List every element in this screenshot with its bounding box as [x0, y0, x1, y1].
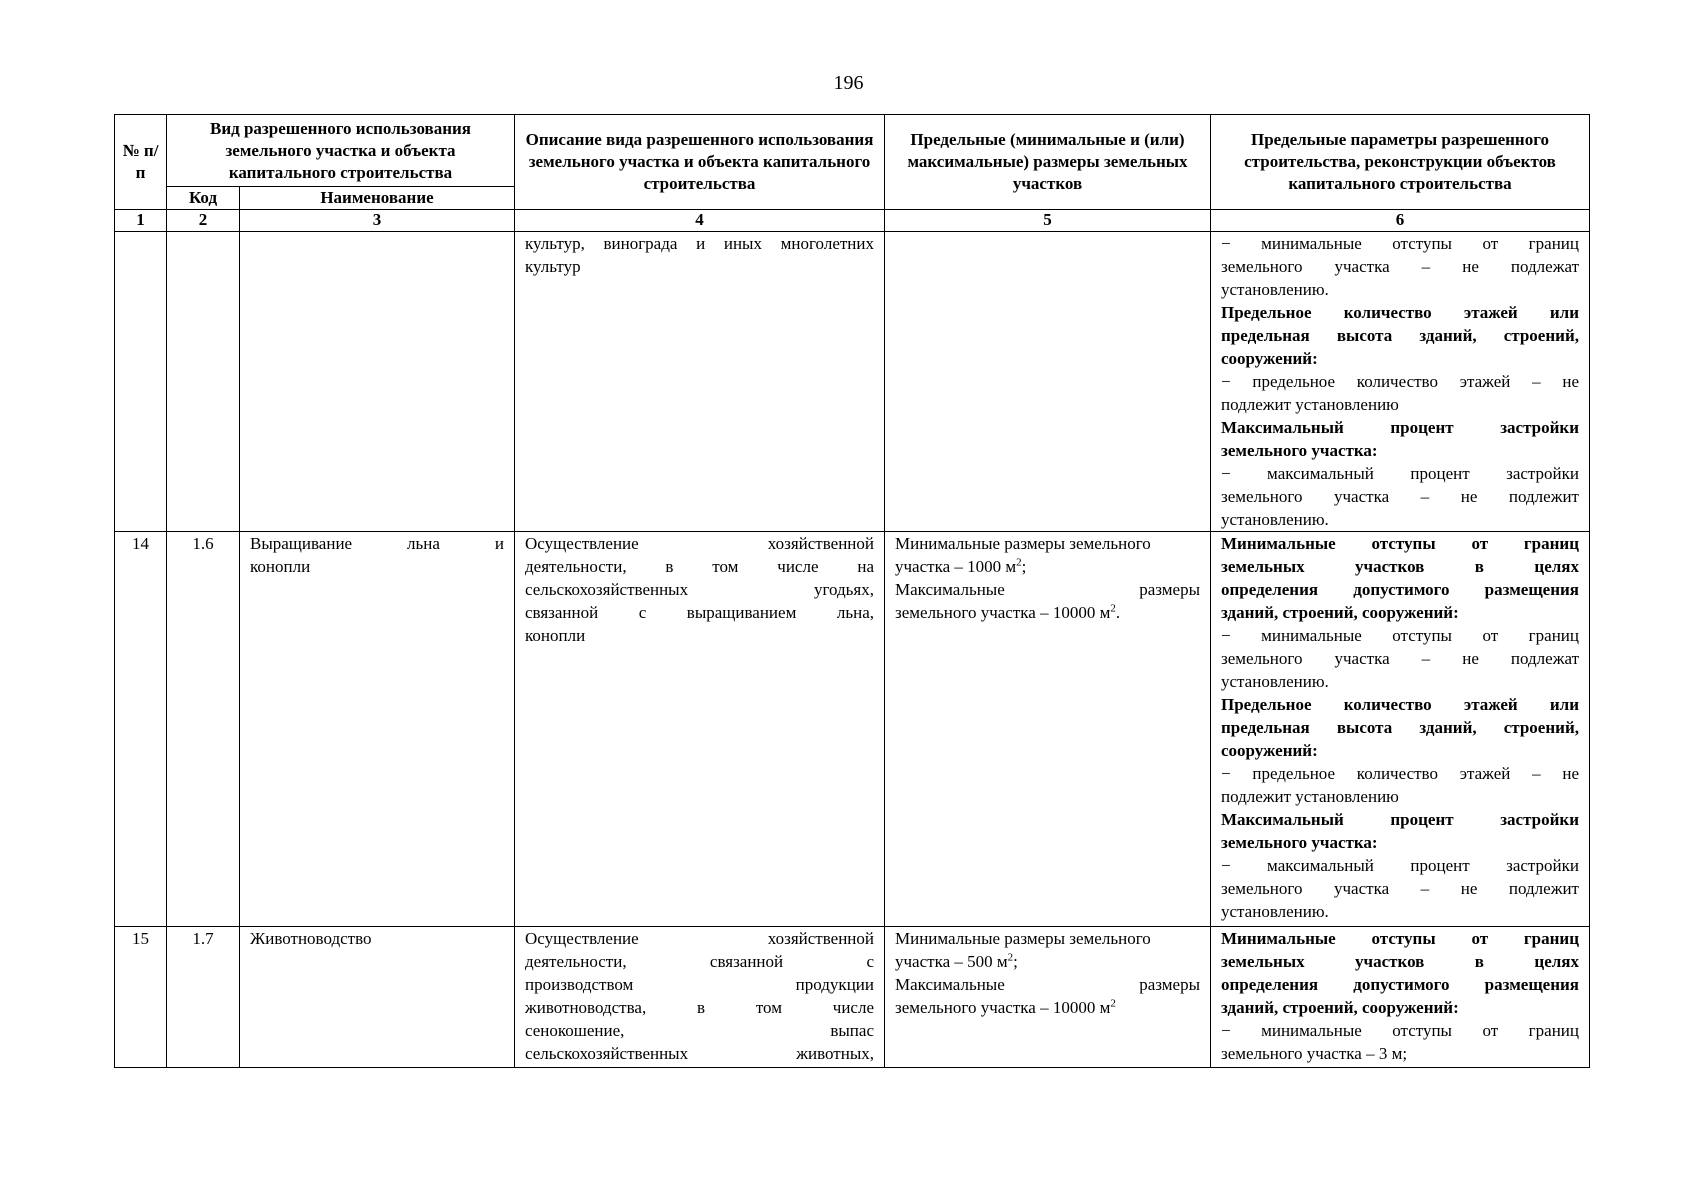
text-line [895, 601, 1200, 624]
row-parameters [1211, 927, 1590, 1068]
text-line: сенокошение, выпас [525, 1021, 874, 1040]
text-line: зданий, строений, сооружений: [1221, 998, 1459, 1017]
row-name [240, 532, 515, 927]
text-line: Минимальные размеры земельного [895, 929, 1151, 948]
row-plot-size [885, 232, 1211, 532]
text-line: установлению. [1221, 672, 1329, 691]
text-line: установлению. [1221, 902, 1329, 921]
text-line: производством продукции [525, 975, 874, 994]
text-fragment: участка – 500 м [895, 952, 1008, 971]
row-description [515, 232, 885, 532]
page-number: 196 [833, 72, 864, 94]
text-line: земельного участка – 3 м; [1221, 1044, 1408, 1063]
column-number: 6 [1211, 210, 1590, 232]
row-plot-size [885, 532, 1211, 927]
text-fragment: земельного участка – 10000 м [895, 998, 1111, 1017]
table-row [115, 532, 1590, 927]
text-line: Максимальный процент застройки [1221, 810, 1579, 829]
row-name: Животноводство [240, 927, 515, 1068]
text-line: Осуществление хозяйственной [525, 534, 874, 553]
text-line: конопли [250, 557, 311, 576]
row-code: 1.6 [167, 532, 240, 927]
text-line: Максимальный процент застройки [1221, 418, 1579, 437]
land-use-table [114, 114, 1590, 1068]
text-line [895, 555, 1200, 578]
text-line: культур, винограда и иных многолетних [525, 234, 874, 253]
text-line: подлежит установлению [1221, 395, 1399, 414]
text-line: Выращивание льна и [250, 534, 504, 553]
text-line: земельного участка – не подлежит [1221, 487, 1579, 506]
text-line: Минимальные отступы от границ [1221, 534, 1579, 553]
superscript: 2 [1110, 602, 1116, 615]
column-number: 4 [515, 210, 885, 232]
text-line: земельного участка – не подлежат [1221, 257, 1579, 276]
text-line: Минимальные отступы от границ [1221, 929, 1579, 948]
text-line: связанной с выращиванием льна, [525, 603, 874, 622]
text-line: земельного участка: [1221, 441, 1378, 460]
row-number [115, 232, 167, 532]
text-line: − предельное количество этажей – не [1221, 372, 1579, 391]
header-description: Описание вида разрешенного использования земельного участка и объекта капитального строительства [515, 115, 885, 210]
text-fragment: земельного участка – 10000 м [895, 603, 1111, 622]
text-line: животноводства, в том числе [525, 998, 874, 1017]
text-fragment: . [1115, 603, 1121, 622]
row-parameters [1211, 232, 1590, 532]
text-line: земельного участка – не подлежит [1221, 879, 1579, 898]
text-line: − минимальные отступы от границ [1221, 1021, 1579, 1040]
text-line: Предельное количество этажей или [1221, 303, 1579, 322]
text-line: Осуществление хозяйственной [525, 929, 874, 948]
text-line: предельная высота зданий, строений, [1221, 326, 1579, 345]
text-line: определения допустимого размещения [1221, 975, 1579, 994]
column-number-row [115, 210, 1590, 232]
text-line: определения допустимого размещения [1221, 580, 1579, 599]
text-fragment: участка – 1000 м [895, 557, 1017, 576]
text-line [895, 950, 1200, 973]
text-line: подлежит установлению [1221, 787, 1399, 806]
text-line: − минимальные отступы от границ [1221, 234, 1579, 253]
text-line: − максимальный процент застройки [1221, 464, 1579, 483]
text-line: сельскохозяйственных угодьях, [525, 580, 874, 599]
row-name [240, 232, 515, 532]
column-number: 3 [240, 210, 515, 232]
text-line: Максимальные размеры [895, 975, 1200, 994]
row-description [515, 532, 885, 927]
text-line: − минимальные отступы от границ [1221, 626, 1579, 645]
row-number: 15 [115, 927, 167, 1068]
text-line: земельного участка: [1221, 833, 1378, 852]
table-row [115, 232, 1590, 532]
header-name: Наименование [240, 187, 515, 210]
text-line: установлению. [1221, 280, 1329, 299]
text-line: деятельности, связанной с [525, 952, 874, 971]
text-line: сельскохозяйственных животных, [525, 1044, 874, 1063]
header-number: № п/п [115, 115, 167, 210]
row-number: 14 [115, 532, 167, 927]
text-line: Минимальные размеры земельного [895, 534, 1151, 553]
text-line: зданий, строений, сооружений: [1221, 603, 1459, 622]
text-fragment: ; [1021, 557, 1027, 576]
text-line: − предельное количество этажей – не [1221, 764, 1579, 783]
text-line: деятельности, в том числе на [525, 557, 874, 576]
text-line [895, 996, 1200, 1019]
row-plot-size [885, 927, 1211, 1068]
header-use-type-group: Вид разрешенного использования земельного участка и объекта капитального строительства [167, 115, 515, 187]
text-line: Предельное количество этажей или [1221, 695, 1579, 714]
header-code: Код [167, 187, 240, 210]
superscript: 2 [1110, 997, 1116, 1010]
text-line: Максимальные размеры [895, 580, 1200, 599]
text-line: установлению. [1221, 510, 1329, 529]
column-number: 1 [115, 210, 167, 232]
row-parameters [1211, 532, 1590, 927]
superscript: 2 [1007, 951, 1014, 964]
row-code: 1.7 [167, 927, 240, 1068]
header-parameters: Предельные параметры разрешенного строительства, реконструкции объектов капитального строительства [1211, 115, 1590, 210]
superscript: 2 [1016, 556, 1022, 569]
row-description [515, 927, 885, 1068]
text-line: земельного участка – не подлежат [1221, 649, 1579, 668]
text-line: сооружений: [1221, 741, 1318, 760]
text-line: конопли [525, 626, 586, 645]
text-line: земельных участков в целях [1221, 952, 1579, 971]
header-row [115, 115, 1590, 187]
text-line: земельных участков в целях [1221, 557, 1579, 576]
row-code [167, 232, 240, 532]
text-line: культур [525, 257, 581, 276]
text-line: предельная высота зданий, строений, [1221, 718, 1579, 737]
header-plot-size: Предельные (минимальные и (или) максимальные) размеры земельных участков [885, 115, 1211, 210]
text-line: сооружений: [1221, 349, 1318, 368]
column-number: 2 [167, 210, 240, 232]
column-number: 5 [885, 210, 1211, 232]
table-row [115, 927, 1590, 1068]
text-line: − максимальный процент застройки [1221, 856, 1579, 875]
text-fragment: ; [1013, 952, 1018, 971]
